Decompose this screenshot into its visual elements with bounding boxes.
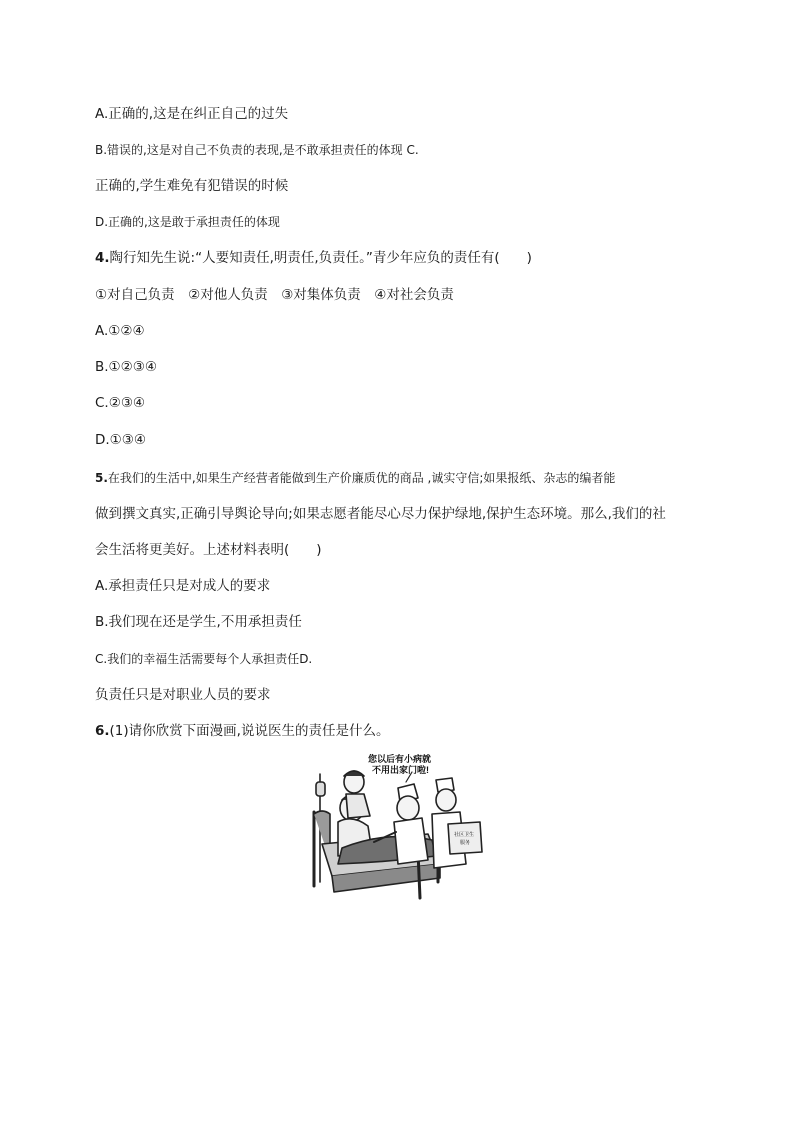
doctor-cartoon xyxy=(308,752,484,904)
q6-stem-text: (1)请你欣赏下面漫画,说说医生的责任是什么。 xyxy=(109,723,390,739)
q5-stem-line2: 做到撰文真实,正确引导舆论导向;如果志愿者能尽心尽力保护绿地,保护生态环境。那么,我们的社 xyxy=(95,506,666,522)
q3-option-a: A.正确的,这是在纠正自己的过失 xyxy=(95,106,289,122)
box-label-line-1: 社区卫生 xyxy=(454,832,475,838)
q3-option-d: D.正确的,这是敢于承担责任的体现 xyxy=(95,215,280,229)
q3-option-b: B.错误的,这是对自己不负责的表现,是不敢承担责任的体现 C. xyxy=(95,143,419,157)
box-label-line-2: 服务 xyxy=(460,840,471,846)
q4-option-a: A.①②④ xyxy=(95,323,145,339)
q4-stem xyxy=(95,249,532,267)
q4-option-c: C.②③④ xyxy=(95,395,146,411)
q4-items: ①对自己负责 ②对他人负责 ③对集体负责 ④对社会负责 xyxy=(95,287,454,303)
speech-line-2: 不用出家门啦! xyxy=(372,765,429,775)
q3-option-c: 正确的,学生难免有犯错误的时候 xyxy=(95,178,289,194)
iv-bag xyxy=(316,782,325,796)
q5-option-d: 负责任只是对职业人员的要求 xyxy=(95,687,271,703)
family-member-figure xyxy=(344,771,370,818)
q5-option-c: C.我们的幸福生活需要每个人承担责任D. xyxy=(95,652,313,666)
q5-option-b: B.我们现在还是学生,不用承担责任 xyxy=(95,614,302,630)
q4-option-b: B.①②③④ xyxy=(95,359,157,375)
speech-line-1: 您以后有小病就 xyxy=(368,754,432,764)
q5-stem-text: 在我们的生活中,如果生产经营者能做到生产价廉质优的商品 ,诚实守信;如果报纸、杂志的编者能 xyxy=(107,471,616,485)
nurse-figure xyxy=(432,778,482,868)
q5-option-a: A.承担责任只是对成人的要求 xyxy=(95,578,271,594)
q5-stem-line3: 会生活将更美好。上述材料表明( ) xyxy=(95,542,322,558)
question-number: 6. xyxy=(95,723,110,739)
q4-option-d: D.①③④ xyxy=(95,432,146,448)
q4-stem-text: 陶行知先生说:“人要知责任,明责任,负责任。”青少年应负的责任有( ) xyxy=(109,250,532,266)
q6-stem xyxy=(95,722,389,740)
question-number: 4. xyxy=(95,250,110,266)
question-number: 5. xyxy=(95,471,108,485)
q5-stem-line1 xyxy=(95,469,615,487)
